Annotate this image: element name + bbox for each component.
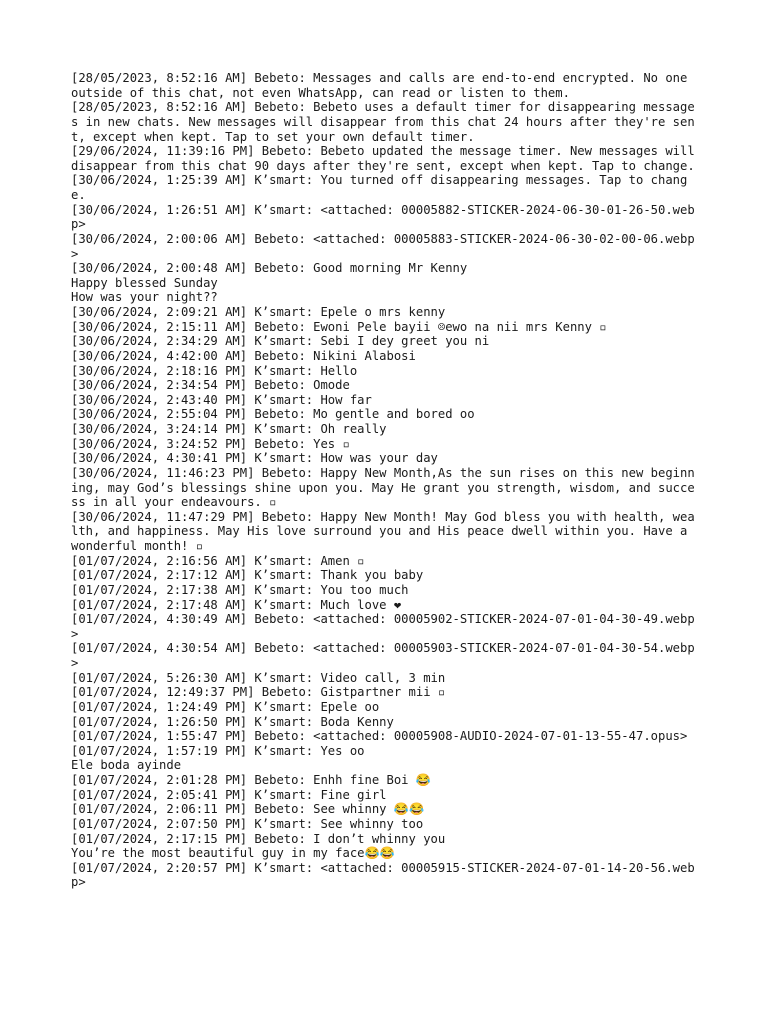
chat-line: [01/07/2024, 2:07:50 PM] K’smart: See whinny too bbox=[71, 816, 424, 831]
chat-line: [29/06/2024, 11:39:16 PM] Bebeto: Bebeto updated the message timer. New messages will disappear from this chat 90 days after they're sent, except when kept. Tap to change. bbox=[71, 144, 703, 173]
chat-line: You’re the most beautiful guy in my face😂😂 bbox=[71, 846, 395, 861]
chat-line: [01/07/2024, 2:17:12 AM] K’smart: Thank you baby bbox=[71, 568, 424, 583]
chat-line: [01/07/2024, 1:24:49 PM] K’smart: Epele oo bbox=[71, 699, 380, 714]
chat-line: [30/06/2024, 4:42:00 AM] Bebeto: Nikini Alabosi bbox=[71, 348, 416, 363]
chat-line: [01/07/2024, 2:17:48 AM] K’smart: Much love ❤ bbox=[71, 597, 402, 612]
chat-line: [01/07/2024, 1:57:19 PM] K’smart: Yes oo bbox=[71, 743, 365, 758]
chat-line: [30/06/2024, 2:09:21 AM] K’smart: Epele o mrs kenny bbox=[71, 305, 446, 319]
chat-line: [01/07/2024, 1:26:50 PM] K’smart: Boda Kenny bbox=[71, 714, 394, 729]
chat-transcript bbox=[71, 71, 701, 890]
chat-line: [01/07/2024, 2:06:11 PM] Bebeto: See whinny 😂😂 bbox=[71, 802, 425, 817]
chat-line: [01/07/2024, 12:49:37 PM] Bebeto: Gistpartner mii ▫ bbox=[71, 685, 446, 700]
chat-line: [30/06/2024, 1:26:51 AM] K’smart: <attached: 00005882-STICKER-2024-06-30-01-26-50.webp> bbox=[71, 202, 695, 232]
chat-line: [30/06/2024, 2:34:54 PM] Bebeto: Omode bbox=[71, 378, 350, 393]
chat-line: [01/07/2024, 2:05:41 PM] K’smart: Fine girl bbox=[71, 787, 387, 802]
chat-line: [01/07/2024, 2:16:56 AM] K’smart: Amen ▫ bbox=[71, 553, 365, 568]
chat-line: [30/06/2024, 2:18:16 PM] K’smart: Hello bbox=[71, 363, 358, 378]
chat-line: Ele boda ayinde bbox=[71, 758, 182, 773]
chat-line: [30/06/2024, 3:24:52 PM] Bebeto: Yes ▫ bbox=[71, 436, 350, 451]
chat-line: [01/07/2024, 5:26:30 AM] K’smart: Video call, 3 min bbox=[71, 670, 446, 685]
chat-line: [30/06/2024, 2:15:11 AM] Bebeto: Ewoni Pele bayii ☹ewo na nii mrs Kenny ▫ bbox=[71, 319, 607, 334]
chat-line: [30/06/2024, 4:30:41 PM] K’smart: How was your day bbox=[71, 451, 438, 466]
chat-line: Happy blessed Sunday bbox=[71, 275, 218, 290]
chat-line: [01/07/2024, 2:17:38 AM] K’smart: You too much bbox=[71, 582, 409, 597]
chat-line: [01/07/2024, 2:01:28 PM] Bebeto: Enhh fine Boi 😂 bbox=[71, 773, 432, 787]
chat-line: [30/06/2024, 2:00:06 AM] Bebeto: <attached: 00005883-STICKER-2024-06-30-02-00-06.webp> bbox=[71, 231, 695, 261]
chat-line: [30/06/2024, 1:25:39 AM] K’smart: You turned off disappearing messages. Tap to change. bbox=[71, 173, 688, 202]
chat-line: [28/05/2023, 8:52:16 AM] Bebeto: Messages and calls are end-to-end encrypted. No one outside of this chat, not even WhatsApp, can read or listen to them. bbox=[71, 71, 695, 100]
chat-line: [30/06/2024, 2:00:48 AM] Bebeto: Good morning Mr Kenny bbox=[71, 261, 468, 276]
chat-line: [01/07/2024, 2:20:57 PM] K’smart: <attached: 00005915-STICKER-2024-07-01-14-20-56.webp> bbox=[71, 860, 695, 890]
chat-line: [30/06/2024, 11:47:29 PM] Bebeto: Happy New Month! May God bless you with health, wealth, and happiness. May His love surround you and His peace dwell within you. Have a wonderful month! ▫ bbox=[71, 509, 695, 553]
chat-line: [30/06/2024, 2:55:04 PM] Bebeto: Mo gentle and bored oo bbox=[71, 407, 475, 422]
chat-line: How was your night?? bbox=[71, 290, 218, 305]
chat-line: [28/05/2023, 8:52:16 AM] Bebeto: Bebeto uses a default timer for disappearing messages in new chats. New messages will disappear from this chat 24 hours after they're sent, except when kept. Tap to set your own default timer. bbox=[71, 100, 695, 144]
chat-line: [30/06/2024, 2:34:29 AM] K’smart: Sebi I dey greet you ni bbox=[71, 334, 490, 349]
chat-line: [30/06/2024, 3:24:14 PM] K’smart: Oh really bbox=[71, 422, 387, 436]
chat-line: [01/07/2024, 2:17:15 PM] Bebeto: I don’t whinny you bbox=[71, 831, 446, 846]
chat-line: [30/06/2024, 2:43:40 PM] K’smart: How far bbox=[71, 392, 372, 407]
chat-line: [01/07/2024, 1:55:47 PM] Bebeto: <attached: 00005908-AUDIO-2024-07-01-13-55-47.opus> bbox=[71, 729, 688, 744]
chat-line: [01/07/2024, 4:30:54 AM] Bebeto: <attached: 00005903-STICKER-2024-07-01-04-30-54.webp> bbox=[71, 641, 695, 670]
chat-line: [30/06/2024, 11:46:23 PM] Bebeto: Happy New Month,As the sun rises on this new beginning, may God’s blessings shine upon you. May He grant you strength, wisdom, and success in all your endeavours. ▫ bbox=[71, 465, 695, 510]
chat-line: [01/07/2024, 4:30:49 AM] Bebeto: <attached: 00005902-STICKER-2024-07-01-04-30-49.webp> bbox=[71, 612, 695, 641]
